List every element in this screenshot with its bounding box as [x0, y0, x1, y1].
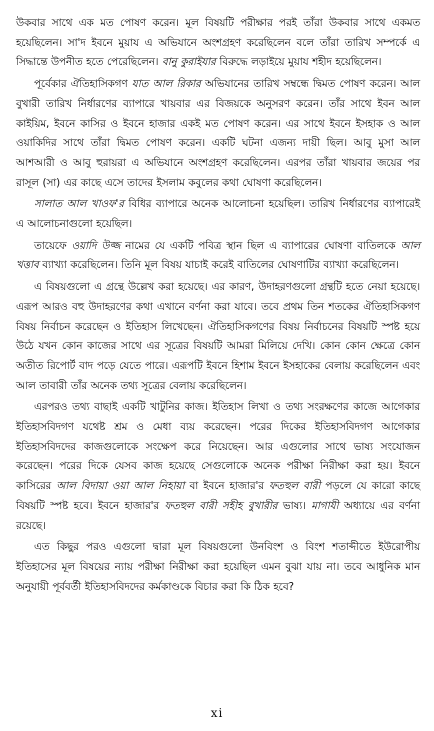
- italic-term: যাত আল রিকার: [131, 78, 201, 91]
- text-segment: অভিযানের তারিখ সম্বন্ধে দ্বিমত পোষণ করেন। আল বুখারী তারিখ নির্ধারণের ব্যাপারে খায়বার এর বিজয়কে অনুসরণ করেন। তাঁর সাথে ইবন আল কাইয়িম, ইবনে কাসির ও ইবনে হাজার একই মত পোষণ করেন। এর সাথে ইবনে ইসহাক ও আল ওয়াকিদির সাথে তাঁরা দ্বিমত পোষণ করেন। একটি ঘটনা এজন্য দায়ী ছিল। আবু মুসা আল আশআরী ও আবু হুরায়রা এ অভিযানে অংশগ্রহণ করেছিলেন। এরপর তাঁরা খায়বার জয়ের পর রাসূল (সা) এর কাছে এসে তাদের ইসলাম কবুলের কথা ঘোষণা করেছিলেন।: [16, 78, 420, 189]
- text-segment: বিরুদ্ধে লড়াইয়ে মুয়ায শহীদ হয়েছিলেন।: [215, 56, 382, 69]
- text-segment: অধ্যায়ে এর বর্ণনা রয়েছে।: [16, 499, 420, 532]
- paragraph-3: [16, 195, 420, 234]
- text-segment: বিধির ব্যাপারে অনেক আলোচনা হয়েছিল। তারিখ নির্ধারণের ব্যাপারেই এ আলোচনাগুলো হয়েছিল।: [16, 198, 421, 231]
- text-segment: বা ইবনে হাজার'র: [184, 480, 269, 493]
- text-segment: পূর্বেকার ঐতিহাসিকগণ: [34, 78, 132, 91]
- italic-term: আল খত্তাব: [16, 239, 421, 272]
- text-segment: পড়লে যে কারো কাছে বিষয়টি স্পষ্ট হবে। ইবনে হাজার'র: [16, 480, 420, 512]
- italic-term: সালাত আল খাওফ'র: [34, 198, 124, 211]
- italic-term: বানু কুরাইযার: [161, 56, 216, 69]
- paragraph-4: [16, 237, 420, 276]
- paragraph-7: [16, 538, 420, 597]
- body-text: [16, 14, 420, 597]
- text-segment: এত কিছুর পরও এগুলো দ্বারা মূল বিষয়গুলো উনবিংশ ও বিংশ শতাব্দীতে ইউরোপীয় ইতিহাসের মূল বিষয়ের ন্যায় পরীক্ষা নিরীক্ষা করা হয়েছিল এমন বুঝা যায় না। তবে আধুনিক মান অনুযায়ী পূর্ববর্তী ইতিহাসবিদদের কর্মকাণ্ডকে বিচার করা কি ঠিক হবে?: [16, 541, 420, 593]
- text-segment: এরপরও তথ্য বাছাই একটি খাটুনির কাজ। ইতিহাস লিখা ও তথ্য সংরক্ষণের কাজে আগেকার ইতিহাসবিদগণ যথেষ্ট শ্রম ও মেধা ব্যয় করেছেন। পরের দিকের ইতিহাসবিদগণ আগেকার ইতিহাসবিদদের কাজগুলোকে সংক্ষেপ করে নিয়েছেন। আর এগুলোর সাথে ভাষ্য সংযোজন করেছেন। পরের দিকে যেসব কাজ হয়েছে সেগুলোকে অনেক পরীক্ষা নিরীক্ষা করা হয়। ইবনে কাসিরের: [16, 401, 420, 493]
- paragraph-1: [16, 14, 420, 73]
- text-segment: ব্যাখ্যা করেছিলেন। তিনি মূল বিষয় যাচাই করেই বাতিলের ঘোষণাটির ব্যাখ্যা করেছিলেন।: [38, 259, 399, 272]
- italic-term: আল বিদায়া ওয়া আল নিহায়া: [56, 480, 185, 493]
- italic-term: মাগাযী: [311, 499, 339, 512]
- page-number: xi: [210, 706, 224, 720]
- paragraph-6: [16, 398, 420, 536]
- paragraph-2: [16, 75, 420, 193]
- italic-term: ফতহুল বারী সহীহ বুখারীর: [164, 499, 278, 512]
- text-segment: নামের যে একটি পবিত্র স্থান ছিল এ ব্যাপারের ঘোষণা বাতিলকে: [120, 239, 401, 252]
- italic-term: ওয়াদি উজ্জ: [71, 239, 121, 252]
- text-segment: এ বিষয়গুলো এ গ্রন্থে উল্লেখ করা হয়েছে। এর কারণ, উদাহরণগুলো গ্রন্থটি হতে নেয়া হয়েছে। এরূপ আরও বহু উদাহরণের কথা এখানে বর্ণনা করা যাবে। তবে প্রথম তিন শতকের ঐতিহাসিকগণ বিষয় নির্বাচন করেছেন ও ইতিহাস লিখেছেন। ঐতিহাসিকগণের বিষয় নির্বাচনের বিষয়টি স্পষ্ট হয়ে উঠে যখন কোন কাজের সাথে এর সূত্রের বিষয়টি আমরা মিলিয়ে দেখি। কোন কোন ক্ষেত্রে কোন অতীত রিপোর্ট বাদ পড়ে যেতে পারে। এরূপটি ইবনে হিশাম ইবনে ইসহাকের বেলায় করেছিলেন এবং আল তাবারী তাঁর অনেক তথ্য সূত্রের বেলায় করেছিলেন।: [16, 281, 420, 392]
- paragraph-5: [16, 278, 420, 396]
- text-segment: ভাষ্য।: [277, 499, 312, 512]
- text-segment: উকবার সাথে এক মত পোষণ করেন। মূল বিষয়টি পরীক্ষার পরই তাঁরা উকবার সাথে একমত হয়েছিলেন। সা'দ ইবনে মুয়ায এ অভিযানে অংশগ্রহণ করেছিলেন বলে তাঁরা তারিখ সম্পর্কে এ সিদ্ধান্তে উপনীত হতে পেরেছিলেন।: [16, 17, 420, 69]
- italic-term: ফতহুল বারী: [268, 480, 321, 493]
- text-segment: তায়েফে: [34, 239, 72, 252]
